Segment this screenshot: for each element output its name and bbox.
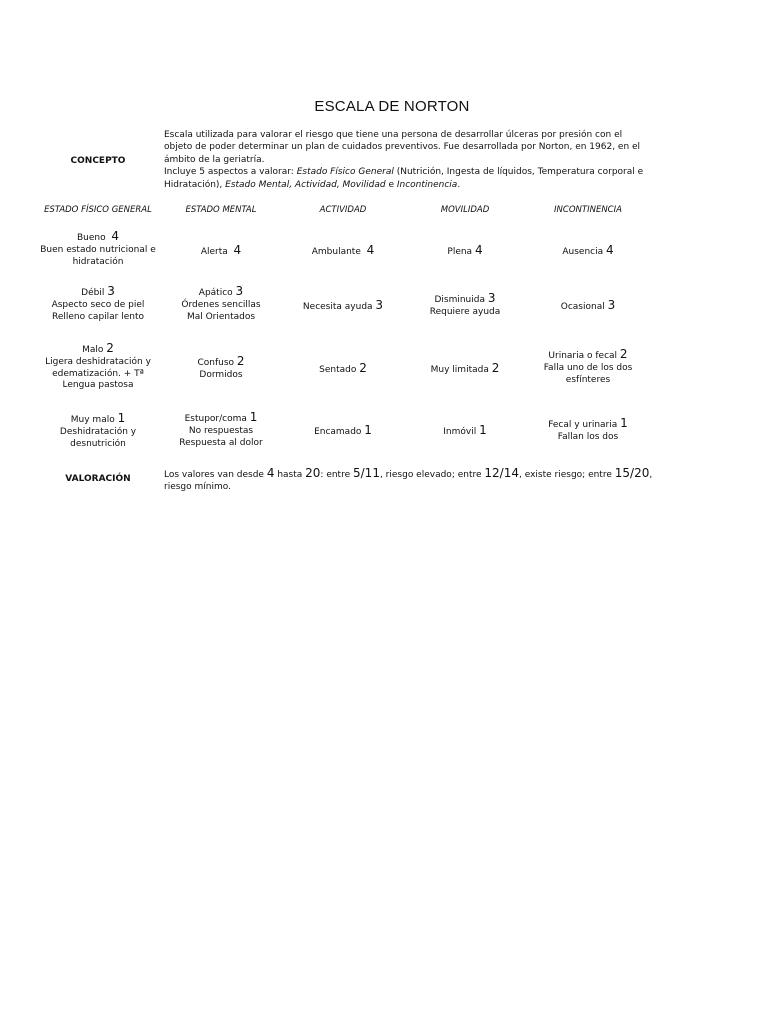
row2-estado-mental: Apático 3 Órdenes sencillas Mal Orientados [181, 284, 261, 322]
row2-estado-fisico: Débil 3 Aspecto seco de piel Relleno capilar lento [51, 284, 145, 322]
row2-actividad: Necesita ayuda 3 [302, 298, 384, 312]
concepto-line1: Escala utilizada para valorar el riesgo que tiene una persona de desarrollar úlceras por presión con el objeto de poder determinar un plan de cuidados preventivos. Fue desarrollada por Norton, en 1962, en el ámbito de la geriatría. [164, 130, 641, 165]
row1-movilidad: Plena 4 [447, 243, 483, 257]
row4-estado-mental: Estupor/coma 1 No respuestas Respuesta al dolor [179, 410, 263, 448]
row4-movilidad: Inmóvil 1 [443, 423, 487, 437]
row4-actividad: Encamado 1 [314, 423, 372, 437]
row1-estado-mental: Alerta 4 [200, 243, 242, 257]
row2-movilidad: Disminuida 3 Requiere ayuda [429, 291, 501, 317]
row3-incontinencia: Urinaria o fecal 2 Falla uno de los dos esfínteres [543, 347, 633, 385]
row4-estado-fisico: Muy malo 1 Deshidratación y desnutrición [59, 411, 137, 449]
valoracion-label: VALORACIÓN [65, 474, 131, 484]
header-movilidad: MOVILIDAD [440, 205, 490, 215]
row2-incontinencia: Ocasional 3 [560, 298, 616, 312]
header-estado-mental: ESTADO MENTAL [185, 205, 257, 215]
row1-incontinencia: Ausencia 4 [562, 243, 614, 257]
row4-incontinencia: Fecal y urinaria 1 Fallan los dos [548, 416, 628, 442]
row1-actividad: Ambulante 4 [311, 243, 375, 257]
header-estado-fisico: ESTADO FÍSICO GENERAL [44, 205, 152, 215]
row3-estado-mental: Confuso 2 Dormidos [197, 354, 245, 380]
row3-actividad: Sentado 2 [319, 361, 367, 375]
header-incontinencia: INCONTINENCIA [554, 205, 622, 215]
valoracion-text: Los valores van desde 4 hasta 20: entre 5/11, riesgo elevado; entre 12/14, existe riesgo; entre 15/20, riesgo mínimo. [164, 466, 653, 493]
row3-movilidad: Muy limitada 2 [430, 361, 500, 375]
concepto-line2: Incluye 5 aspectos a valorar: Estado Físico General (Nutrición, Ingesta de líquidos, Temperatura corporal e Hidratación), Estado Mental, Actividad, Movilidad e Incontinencia. [164, 167, 644, 190]
header-actividad: ACTIVIDAD [319, 205, 367, 215]
concepto-label: CONCEPTO [70, 156, 126, 166]
concepto-text [164, 129, 644, 191]
row3-estado-fisico: Malo 2 Ligera deshidratación y edematización. + Tª Lengua pastosa [45, 341, 151, 391]
row1-estado-fisico: Bueno 4 Buen estado nutricional e hidratación [40, 229, 156, 267]
page-title: ESCALA DE NORTON [314, 98, 470, 115]
